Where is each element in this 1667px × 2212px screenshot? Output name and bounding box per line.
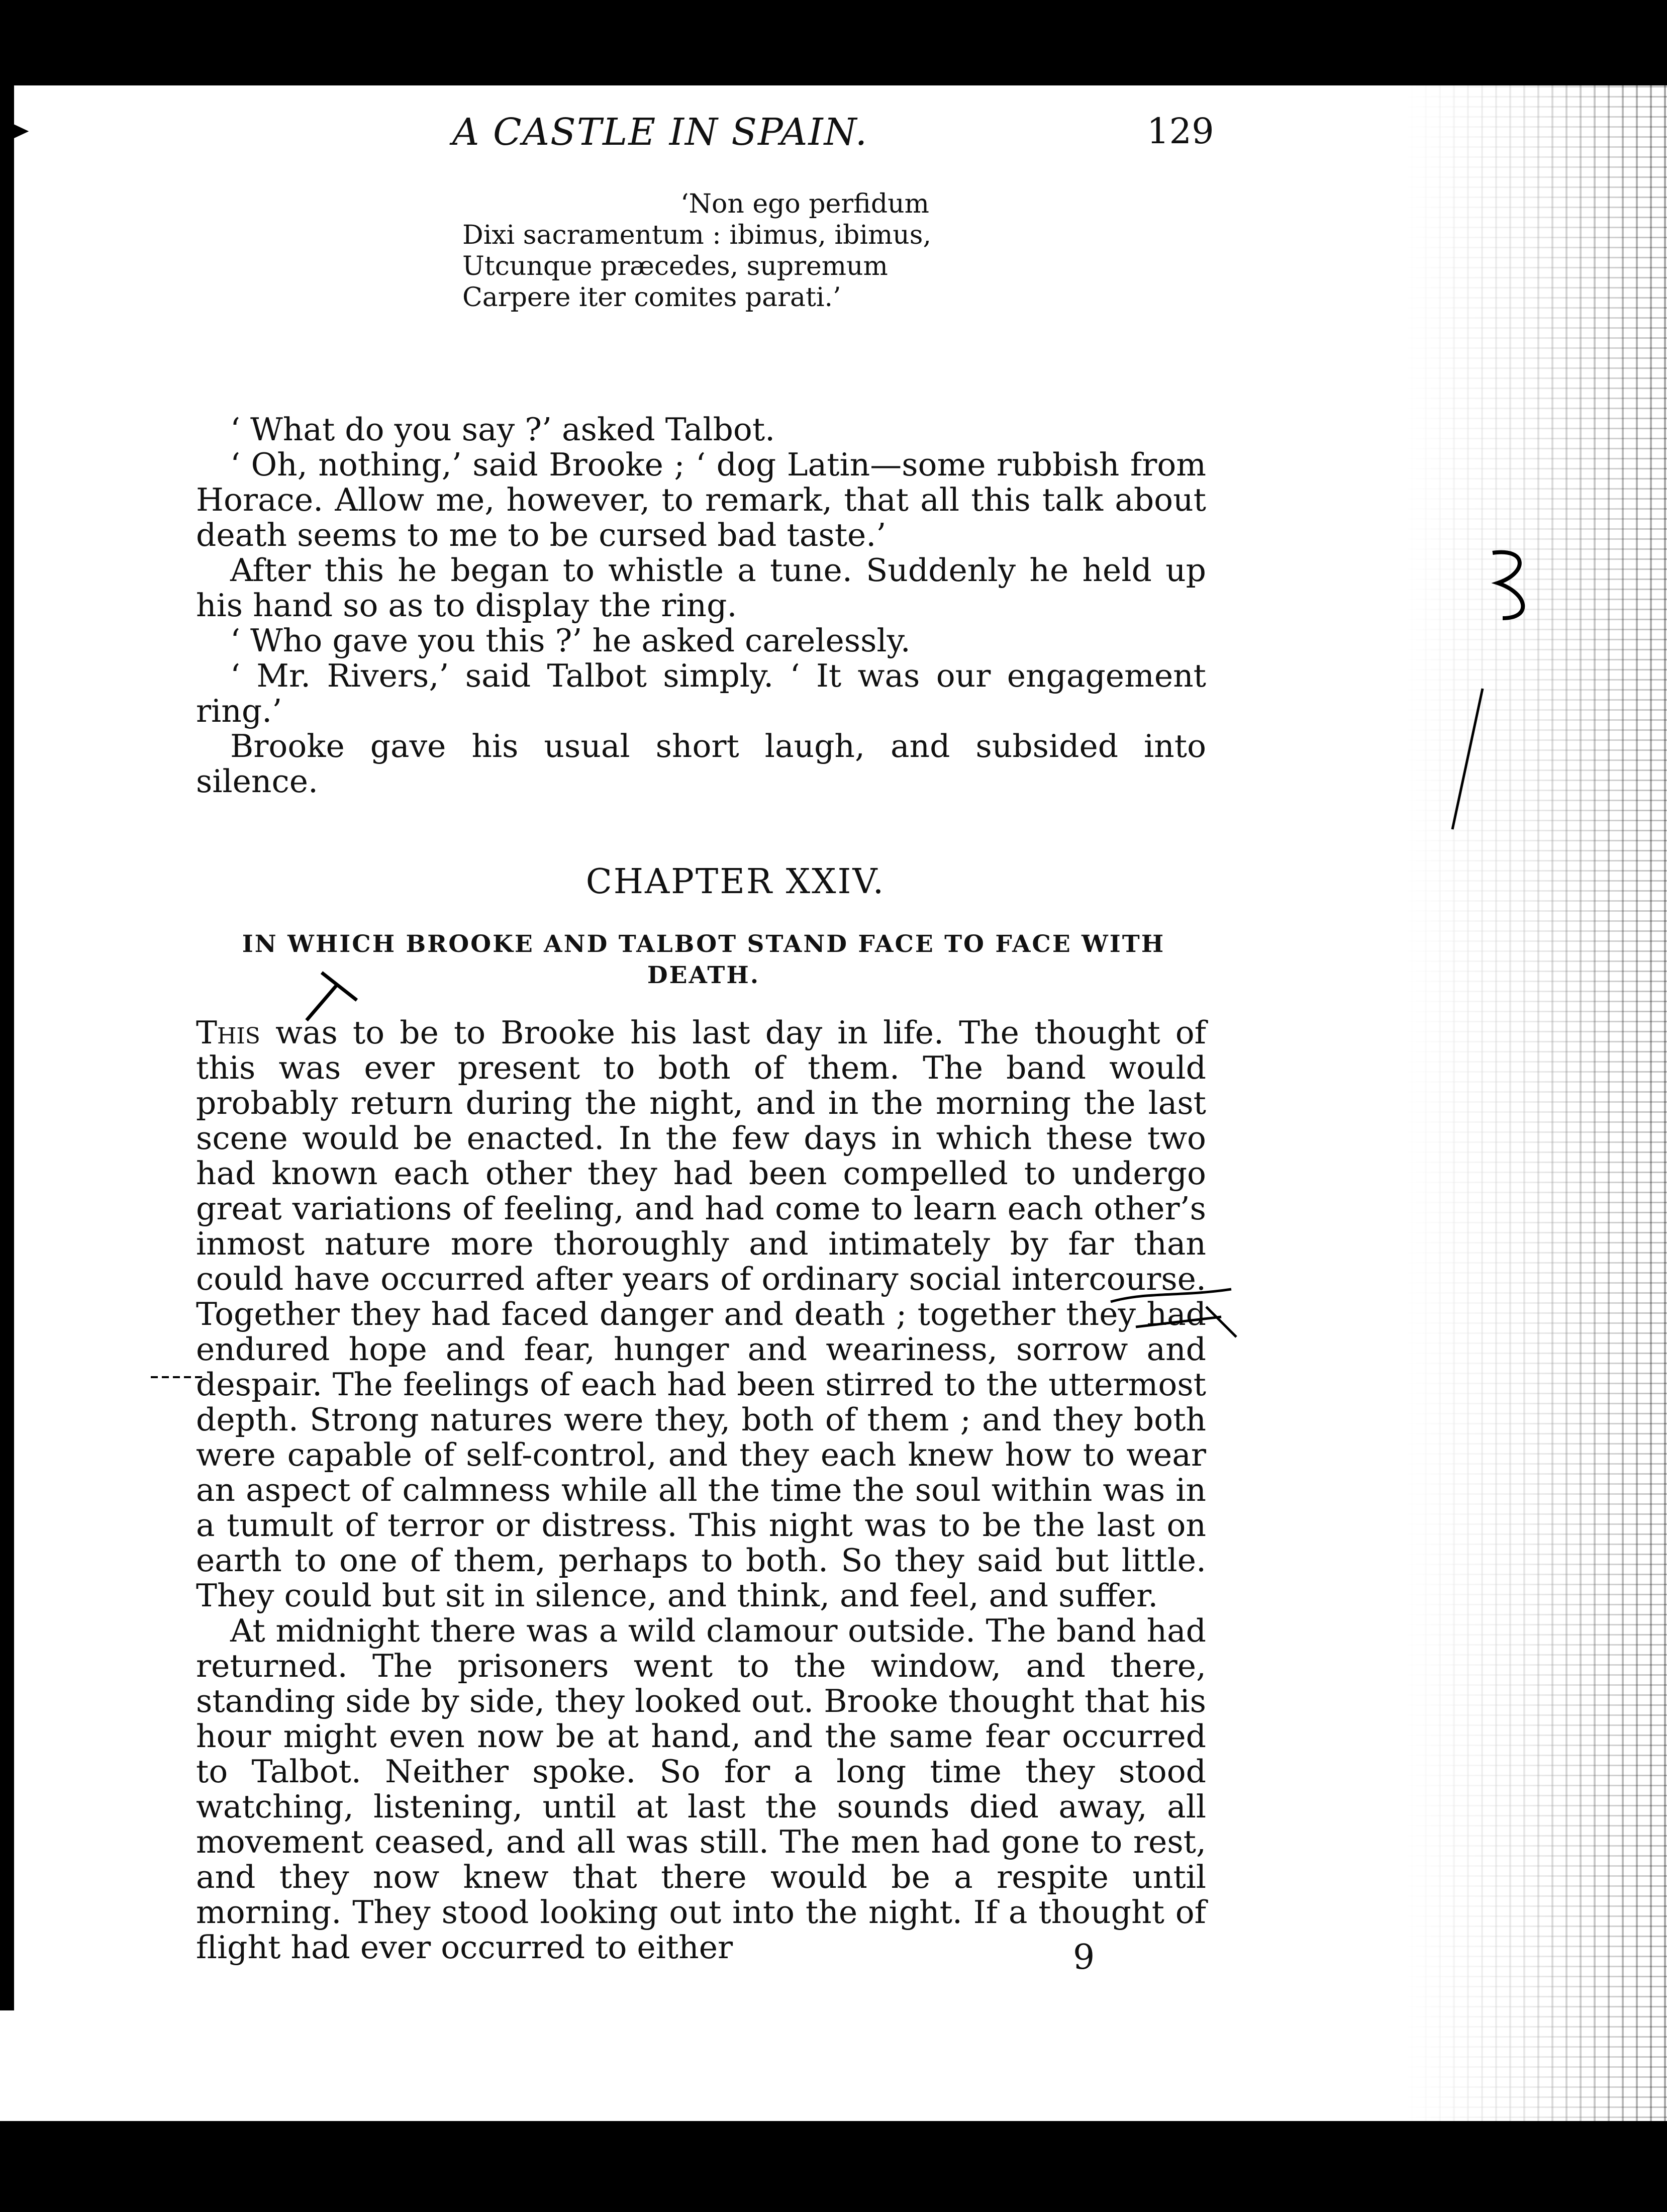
page-edge-speckle xyxy=(1406,85,1667,2121)
chapter-heading xyxy=(0,862,1667,902)
latin-verse xyxy=(462,188,1065,313)
binding-shadow xyxy=(0,35,14,2010)
paragraph: At midnight there was a wild clamour outside. The band had returned. The prisoners went to the window, and there, standing side by side, they looked out. Brooke thought that his hour might even now be at hand, and the same fear occurred to Talbot. Neither spoke. So for a long time they stood watching, listening, until at last the sounds died away, all movement ceased, and all was still. The men had gone to rest, and they now knew that there would be a respite until morning. They stood looking out into the night. If a thought of flight had ever occurred to either xyxy=(196,1612,1206,1966)
opening-caps: This xyxy=(196,1014,260,1051)
pencil-stroke-icon xyxy=(1447,684,1488,834)
paragraph: ‘ Who gave you this ?’ he asked carelessly. xyxy=(230,622,911,659)
verse-line: ‘Non ego perfidum xyxy=(680,189,929,219)
verse-line: Utcunque præcedes, supremum xyxy=(462,251,888,281)
pencil-tick-icon xyxy=(302,965,372,1025)
paragraph-text: was to be to Brooke his last day in life. The thought of this was ever present to both of them. The band would probably return during the night, and in the morning the last scene would be enacted. In the few days in which these two had known each other they had been compelled to undergo great variations of feeling, and had come to learn each other’s inmost nature more thoroughly and intimately by far than could have occurred after years of ordinary social intercourse. Together they had faced danger and death ; together they had endured hope and fear, hunger and weariness, sorrow and despair. The feelings of each had been stirred to the uttermost depth. Strong natures were they, both of them ; and they both were capable of self-control, and they each knew how to wear an aspect of calmness while all the time the soul within was in a tumult of terror or distress. This night was to be the last on earth to one of them, perhaps to both. So they said but little. They could but sit in silence, and think, and feel, and suffer. xyxy=(196,1014,1206,1614)
margin-dash-icon xyxy=(151,1372,206,1382)
paragraph xyxy=(196,1015,1206,1613)
chapter-body xyxy=(196,1015,1206,1965)
chapter-title: CHAPTER XXIV. xyxy=(585,862,886,902)
pencil-mark-icon xyxy=(1483,543,1543,628)
verse-line: Dixi sacramentum : ibimus, ibimus, xyxy=(462,220,931,250)
paragraph: ‘ What do you say ?’ asked Talbot. xyxy=(230,411,775,448)
paragraph: ‘ Oh, nothing,’ said Brooke ; ‘ dog Latin—some rubbish from Horace. Allow me, however, to remark, that all this talk about death seems to me to be cursed bad taste.’ xyxy=(196,446,1206,553)
paragraph: Brooke gave his usual short laugh, and subsided into silence. xyxy=(196,728,1206,800)
pencil-strike-icon xyxy=(1106,1287,1256,1347)
paragraph: ‘ Mr. Rivers,’ said Talbot simply. ‘ It was our engagement ring.’ xyxy=(196,657,1206,729)
chapter-subtitle: IN WHICH BROOKE AND TALBOT STAND FACE TO FACE WITH DEATH. xyxy=(242,930,1165,989)
paragraph: After this he began to whistle a tune. Suddenly he held up his hand so as to display the ring. xyxy=(196,552,1206,624)
signature-mark: 9 xyxy=(1073,1938,1095,1977)
running-head: A CASTLE IN SPAIN. xyxy=(452,111,868,154)
verse-line: Carpere iter comites parati.’ xyxy=(462,282,841,313)
page-number: 129 xyxy=(1147,111,1214,152)
prose-before-chapter xyxy=(196,412,1206,799)
margin-arrow-icon: ➤ xyxy=(5,113,31,148)
